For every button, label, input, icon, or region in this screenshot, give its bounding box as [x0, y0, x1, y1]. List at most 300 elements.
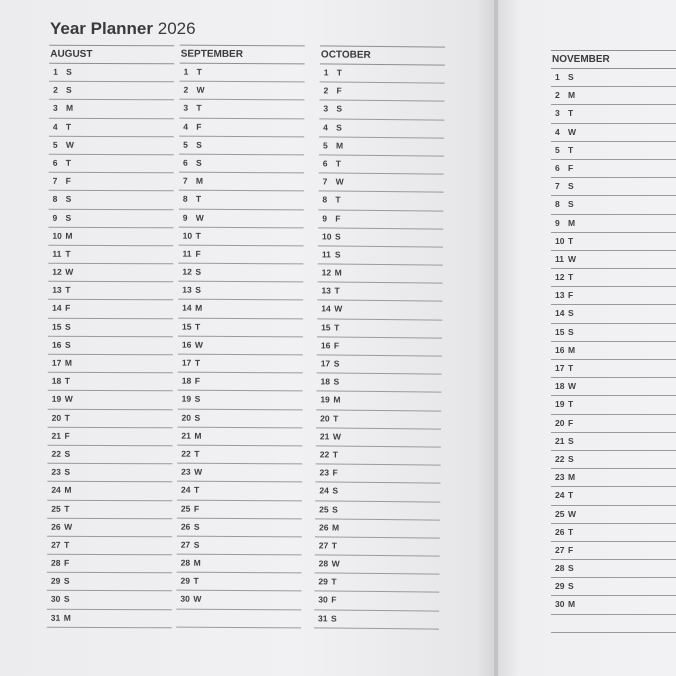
weekday-letter: S: [193, 521, 200, 532]
day-number: 20: [320, 412, 330, 424]
day-number: 2: [323, 85, 329, 96]
day-number: 5: [555, 144, 560, 155]
weekday-letter: T: [331, 576, 337, 587]
weekday-letter: F: [332, 467, 338, 478]
weekday-letter: S: [194, 394, 201, 405]
weekday-letter: T: [334, 322, 340, 333]
day-number: 13: [182, 284, 192, 295]
day-number: 25: [555, 508, 565, 519]
weekday-letter: F: [65, 175, 71, 186]
day-row[interactable]: [551, 415, 676, 433]
weekday-letter: M: [193, 557, 201, 568]
weekday-letter: M: [568, 599, 576, 610]
month-header: SEPTEMBER: [180, 45, 305, 65]
day-row[interactable]: [551, 342, 676, 360]
day-row[interactable]: [179, 136, 304, 155]
day-row[interactable]: [48, 409, 173, 428]
day-row[interactable]: [47, 446, 172, 465]
day-row[interactable]: [315, 483, 440, 502]
day-row[interactable]: [318, 210, 443, 229]
day-number: 15: [555, 326, 565, 337]
day-row[interactable]: [316, 446, 441, 465]
day-row[interactable]: [177, 427, 302, 446]
weekday-letter: M: [64, 357, 72, 368]
day-row[interactable]: [551, 305, 676, 323]
day-number: 4: [52, 121, 58, 132]
weekday-letter: S: [333, 358, 340, 369]
day-number: 20: [181, 412, 192, 423]
day-row[interactable]: [179, 227, 304, 246]
weekday-letter: T: [568, 235, 574, 246]
day-row[interactable]: [319, 119, 444, 138]
weekday-letter: T: [193, 575, 199, 586]
day-number: 28: [50, 557, 61, 568]
day-row[interactable]: [47, 609, 172, 628]
day-row[interactable]: [551, 433, 676, 451]
day-number: 18: [181, 375, 192, 386]
day-number: 12: [52, 266, 62, 277]
day-row[interactable]: [551, 524, 676, 542]
day-row[interactable]: [179, 118, 304, 137]
day-row[interactable]: [319, 137, 444, 156]
day-row[interactable]: [179, 173, 304, 192]
day-row[interactable]: [314, 574, 439, 593]
weekday-letter: S: [193, 539, 200, 550]
day-number: 26: [180, 521, 191, 532]
day-row[interactable]: [551, 269, 676, 287]
weekday-letter: S: [331, 613, 337, 624]
day-row[interactable]: [315, 519, 440, 538]
day-number: 22: [319, 449, 330, 460]
weekday-letter: F: [193, 503, 200, 514]
weekday-letter: F: [568, 417, 574, 428]
day-number: 23: [51, 466, 61, 477]
weekday-letter: W: [331, 558, 340, 569]
day-row[interactable]: [179, 100, 304, 119]
weekday-letter: T: [194, 448, 200, 459]
weekday-letter: S: [196, 139, 202, 150]
day-row[interactable]: [47, 591, 172, 610]
day-row[interactable]: [551, 324, 676, 342]
day-row[interactable]: [319, 83, 444, 102]
weekday-letter: T: [65, 121, 72, 132]
day-row[interactable]: [49, 82, 174, 101]
day-row[interactable]: [314, 610, 439, 629]
day-row[interactable]: [316, 374, 441, 393]
day-number: 31: [318, 612, 328, 624]
day-row[interactable]: [48, 391, 173, 410]
day-number: 27: [180, 539, 191, 550]
day-row[interactable]: [315, 555, 440, 574]
day-number: 9: [322, 212, 328, 223]
day-number: 31: [50, 612, 61, 623]
day-number: 10: [52, 230, 62, 241]
day-number: 15: [321, 322, 331, 333]
day-row[interactable]: [49, 100, 174, 119]
day-row[interactable]: [177, 446, 302, 465]
day-number: 26: [555, 526, 565, 537]
weekday-letter: S: [65, 212, 72, 223]
day-number: 1: [555, 72, 560, 82]
weekday-letter: F: [64, 430, 70, 441]
weekday-letter: S: [336, 122, 342, 133]
weekday-letter: S: [64, 466, 71, 477]
weekday-letter: T: [195, 230, 201, 241]
day-number: 8: [555, 199, 560, 210]
day-row[interactable]: [177, 536, 302, 555]
day-number: 1: [183, 66, 189, 77]
weekday-letter: S: [332, 485, 339, 496]
day-row[interactable]: [319, 101, 444, 120]
day-row[interactable]: [551, 360, 676, 378]
weekday-letter: W: [568, 381, 577, 392]
day-row[interactable]: [47, 573, 172, 592]
day-number: 9: [182, 212, 188, 223]
day-row[interactable]: [176, 573, 301, 592]
day-number: 21: [51, 430, 62, 441]
day-row[interactable]: [48, 337, 173, 356]
day-row[interactable]: [178, 373, 303, 392]
day-row[interactable]: [48, 246, 173, 265]
day-row[interactable]: [177, 518, 302, 537]
day-number: 30: [555, 599, 565, 610]
day-number: 16: [320, 340, 331, 351]
day-row[interactable]: [316, 410, 441, 429]
day-row[interactable]: [47, 464, 172, 483]
day-row[interactable]: [49, 191, 174, 210]
day-row[interactable]: [551, 396, 676, 414]
day-number: 17: [51, 357, 62, 368]
day-row[interactable]: [551, 287, 676, 305]
day-row[interactable]: [177, 500, 302, 519]
day-row[interactable]: [551, 542, 676, 560]
day-row[interactable]: [48, 318, 173, 337]
day-row[interactable]: [47, 482, 172, 501]
day-number: 13: [321, 285, 332, 296]
day-row[interactable]: [47, 518, 172, 537]
weekday-letter: M: [195, 175, 204, 186]
day-number: 8: [182, 193, 188, 204]
day-row[interactable]: [177, 464, 302, 483]
day-number: 1: [53, 66, 58, 77]
day-row[interactable]: [317, 283, 442, 302]
weekday-letter: M: [65, 230, 73, 241]
weekday-letter: W: [193, 594, 202, 605]
day-number: 24: [319, 485, 329, 496]
day-row[interactable]: [551, 487, 676, 505]
day-row[interactable]: [48, 282, 173, 301]
day-number: 7: [182, 175, 188, 186]
day-number: 5: [52, 139, 58, 150]
weekday-letter: F: [335, 213, 341, 224]
day-number: 3: [555, 108, 560, 119]
day-row[interactable]: [551, 560, 676, 578]
day-number: 19: [51, 394, 62, 405]
day-row[interactable]: [179, 82, 304, 101]
day-row[interactable]: [314, 592, 439, 611]
day-row[interactable]: [551, 251, 676, 269]
day-number: 16: [555, 344, 565, 355]
day-number: 14: [555, 308, 565, 319]
day-number: 10: [182, 230, 193, 241]
weekday-letter: T: [335, 158, 342, 169]
weekday-letter: T: [332, 449, 339, 460]
title-text: Year Planner: [50, 19, 154, 38]
day-row[interactable]: [316, 392, 441, 411]
weekday-letter: T: [568, 490, 574, 501]
month-august: [47, 45, 175, 628]
day-number: 7: [555, 181, 560, 192]
day-row[interactable]: [177, 555, 302, 574]
weekday-letter: M: [64, 485, 72, 496]
day-row[interactable]: [318, 228, 443, 247]
day-row[interactable]: [48, 373, 173, 392]
weekday-letter: T: [195, 194, 202, 205]
day-row[interactable]: [551, 69, 676, 87]
day-row[interactable]: [49, 173, 174, 192]
day-number: 27: [318, 540, 329, 551]
day-row[interactable]: [48, 355, 173, 374]
day-number: 4: [555, 126, 560, 137]
day-number: 18: [51, 375, 62, 386]
weekday-letter: W: [65, 266, 74, 277]
day-row[interactable]: [551, 506, 676, 524]
weekday-letter: S: [64, 339, 71, 350]
day-number: 6: [183, 157, 188, 168]
day-number: 29: [555, 581, 565, 592]
day-row[interactable]: [47, 537, 172, 556]
weekday-letter: W: [194, 466, 203, 477]
month-october: [314, 45, 445, 629]
weekday-letter: S: [194, 412, 201, 423]
day-row[interactable]: [177, 482, 302, 501]
weekday-letter: T: [65, 248, 71, 259]
weekday-letter: T: [568, 272, 574, 283]
month-header: AUGUST: [49, 45, 174, 65]
weekday-letter: T: [334, 285, 340, 296]
day-number: 25: [180, 503, 191, 514]
day-row[interactable]: [179, 209, 304, 228]
day-row[interactable]: [47, 500, 172, 519]
day-row[interactable]: [551, 196, 676, 214]
day-number: 6: [555, 162, 560, 173]
day-number: 28: [318, 558, 329, 569]
weekday-letter: S: [568, 581, 574, 592]
day-number: 20: [555, 417, 565, 428]
weekday-letter: S: [568, 435, 574, 446]
day-row[interactable]: [49, 136, 174, 155]
month-september: [176, 45, 305, 629]
weekday-letter: F: [331, 594, 337, 606]
day-row[interactable]: [551, 142, 676, 160]
day-number: 17: [555, 363, 565, 373]
weekday-letter: W: [335, 176, 344, 187]
day-number: 1: [323, 67, 329, 78]
day-number: 3: [183, 103, 189, 114]
day-number: 22: [181, 448, 191, 459]
day-row[interactable]: [551, 160, 676, 178]
day-row[interactable]: [178, 282, 303, 301]
day-row[interactable]: [178, 264, 303, 283]
weekday-letter: F: [195, 248, 201, 259]
day-number: 2: [183, 84, 189, 95]
day-number: 5: [183, 139, 188, 150]
weekday-letter: S: [65, 321, 71, 332]
day-row[interactable]: [551, 215, 676, 233]
day-row[interactable]: [319, 155, 444, 174]
day-number: 20: [51, 412, 62, 423]
day-number: 23: [319, 467, 330, 478]
day-row[interactable]: [551, 378, 676, 396]
title-year: 2026: [157, 19, 196, 38]
day-row[interactable]: [551, 578, 676, 596]
day-row[interactable]: [49, 64, 174, 83]
day-number: 14: [182, 303, 192, 314]
weekday-letter: S: [568, 308, 574, 319]
day-row[interactable]: [551, 596, 676, 614]
day-number: 19: [181, 394, 192, 405]
weekday-letter: F: [194, 375, 200, 386]
weekday-letter: W: [64, 521, 73, 532]
weekday-letter: M: [335, 140, 344, 151]
weekday-letter: W: [332, 431, 342, 442]
day-number: 21: [181, 430, 191, 441]
day-row[interactable]: [48, 264, 173, 283]
weekday-letter: S: [336, 103, 343, 114]
day-row[interactable]: [316, 428, 441, 447]
day-row[interactable]: [551, 87, 676, 105]
day-row[interactable]: [180, 64, 305, 83]
day-number: 23: [181, 466, 191, 477]
day-number: 12: [555, 272, 565, 283]
blank-row: [551, 615, 676, 633]
day-row[interactable]: [551, 233, 676, 251]
day-number: 2: [53, 84, 58, 95]
day-number: 22: [51, 448, 61, 459]
day-row[interactable]: [178, 318, 303, 337]
day-row[interactable]: [317, 337, 442, 356]
day-row[interactable]: [317, 355, 442, 374]
day-number: 17: [181, 357, 192, 368]
day-row[interactable]: [318, 246, 443, 265]
weekday-letter: S: [568, 563, 574, 574]
day-number: 25: [51, 503, 61, 514]
day-number: 30: [50, 594, 61, 605]
weekday-letter: S: [335, 231, 341, 242]
weekday-letter: F: [65, 303, 71, 314]
weekday-letter: W: [194, 339, 204, 350]
day-row[interactable]: [178, 355, 303, 374]
weekday-letter: S: [65, 194, 72, 205]
day-row[interactable]: [318, 264, 443, 283]
day-row[interactable]: [551, 124, 676, 142]
day-row[interactable]: [177, 409, 302, 428]
day-number: 4: [323, 121, 328, 133]
day-number: 25: [319, 503, 329, 514]
day-row[interactable]: [49, 155, 174, 174]
day-row[interactable]: [551, 469, 676, 487]
weekday-letter: T: [194, 485, 200, 496]
day-row[interactable]: [551, 105, 676, 123]
day-row[interactable]: [48, 227, 173, 246]
day-number: 19: [320, 394, 330, 405]
day-row[interactable]: [48, 300, 173, 319]
day-row[interactable]: [317, 319, 442, 338]
day-row[interactable]: [315, 537, 440, 556]
day-number: 11: [555, 253, 564, 264]
day-row[interactable]: [178, 300, 303, 319]
day-number: 16: [181, 339, 192, 350]
day-number: 23: [555, 472, 565, 483]
page-title: [50, 19, 196, 39]
day-number: 13: [52, 284, 62, 296]
day-row[interactable]: [48, 427, 173, 446]
weekday-letter: T: [64, 375, 71, 387]
day-number: 22: [555, 453, 565, 464]
day-number: 29: [318, 576, 328, 587]
weekday-letter: W: [64, 394, 73, 405]
day-row[interactable]: [551, 451, 676, 469]
weekday-letter: W: [334, 303, 343, 315]
weekday-letter: W: [195, 212, 204, 223]
day-row[interactable]: [320, 64, 445, 83]
day-number: 2: [555, 90, 560, 101]
day-number: 19: [555, 399, 565, 410]
day-row[interactable]: [178, 245, 303, 264]
weekday-letter: M: [194, 430, 202, 441]
weekday-letter: M: [568, 90, 576, 101]
day-row[interactable]: [178, 336, 303, 355]
weekday-letter: F: [568, 162, 574, 173]
weekday-letter: T: [65, 285, 71, 296]
weekday-letter: S: [332, 504, 338, 515]
day-number: 27: [51, 539, 61, 550]
day-number: 5: [322, 140, 328, 151]
weekday-letter: S: [568, 181, 574, 192]
day-number: 10: [555, 235, 565, 246]
weekday-letter: T: [568, 108, 574, 119]
weekday-letter: T: [196, 66, 202, 77]
weekday-letter: T: [196, 103, 202, 114]
day-number: 9: [555, 217, 560, 228]
day-row[interactable]: [49, 118, 174, 137]
day-row[interactable]: [176, 591, 301, 610]
day-row[interactable]: [317, 301, 442, 320]
weekday-letter: T: [64, 503, 70, 514]
day-row[interactable]: [318, 192, 443, 211]
day-number: 9: [52, 212, 58, 223]
day-row[interactable]: [551, 178, 676, 196]
weekday-letter: S: [63, 594, 70, 605]
day-row[interactable]: [178, 391, 303, 410]
day-number: 16: [51, 339, 62, 350]
day-row[interactable]: [315, 464, 440, 483]
day-row[interactable]: [47, 555, 172, 574]
weekday-letter: S: [333, 376, 340, 387]
day-number: 7: [52, 175, 58, 186]
day-row[interactable]: [48, 209, 173, 228]
weekday-letter: T: [65, 157, 71, 168]
day-row[interactable]: [179, 155, 304, 174]
day-row[interactable]: [315, 501, 440, 520]
day-number: 24: [181, 484, 191, 496]
weekday-letter: F: [336, 85, 342, 96]
weekday-letter: S: [63, 576, 70, 587]
day-number: 3: [52, 103, 58, 114]
day-row[interactable]: [179, 191, 304, 210]
day-row[interactable]: [319, 173, 444, 192]
day-number: 17: [320, 358, 331, 369]
